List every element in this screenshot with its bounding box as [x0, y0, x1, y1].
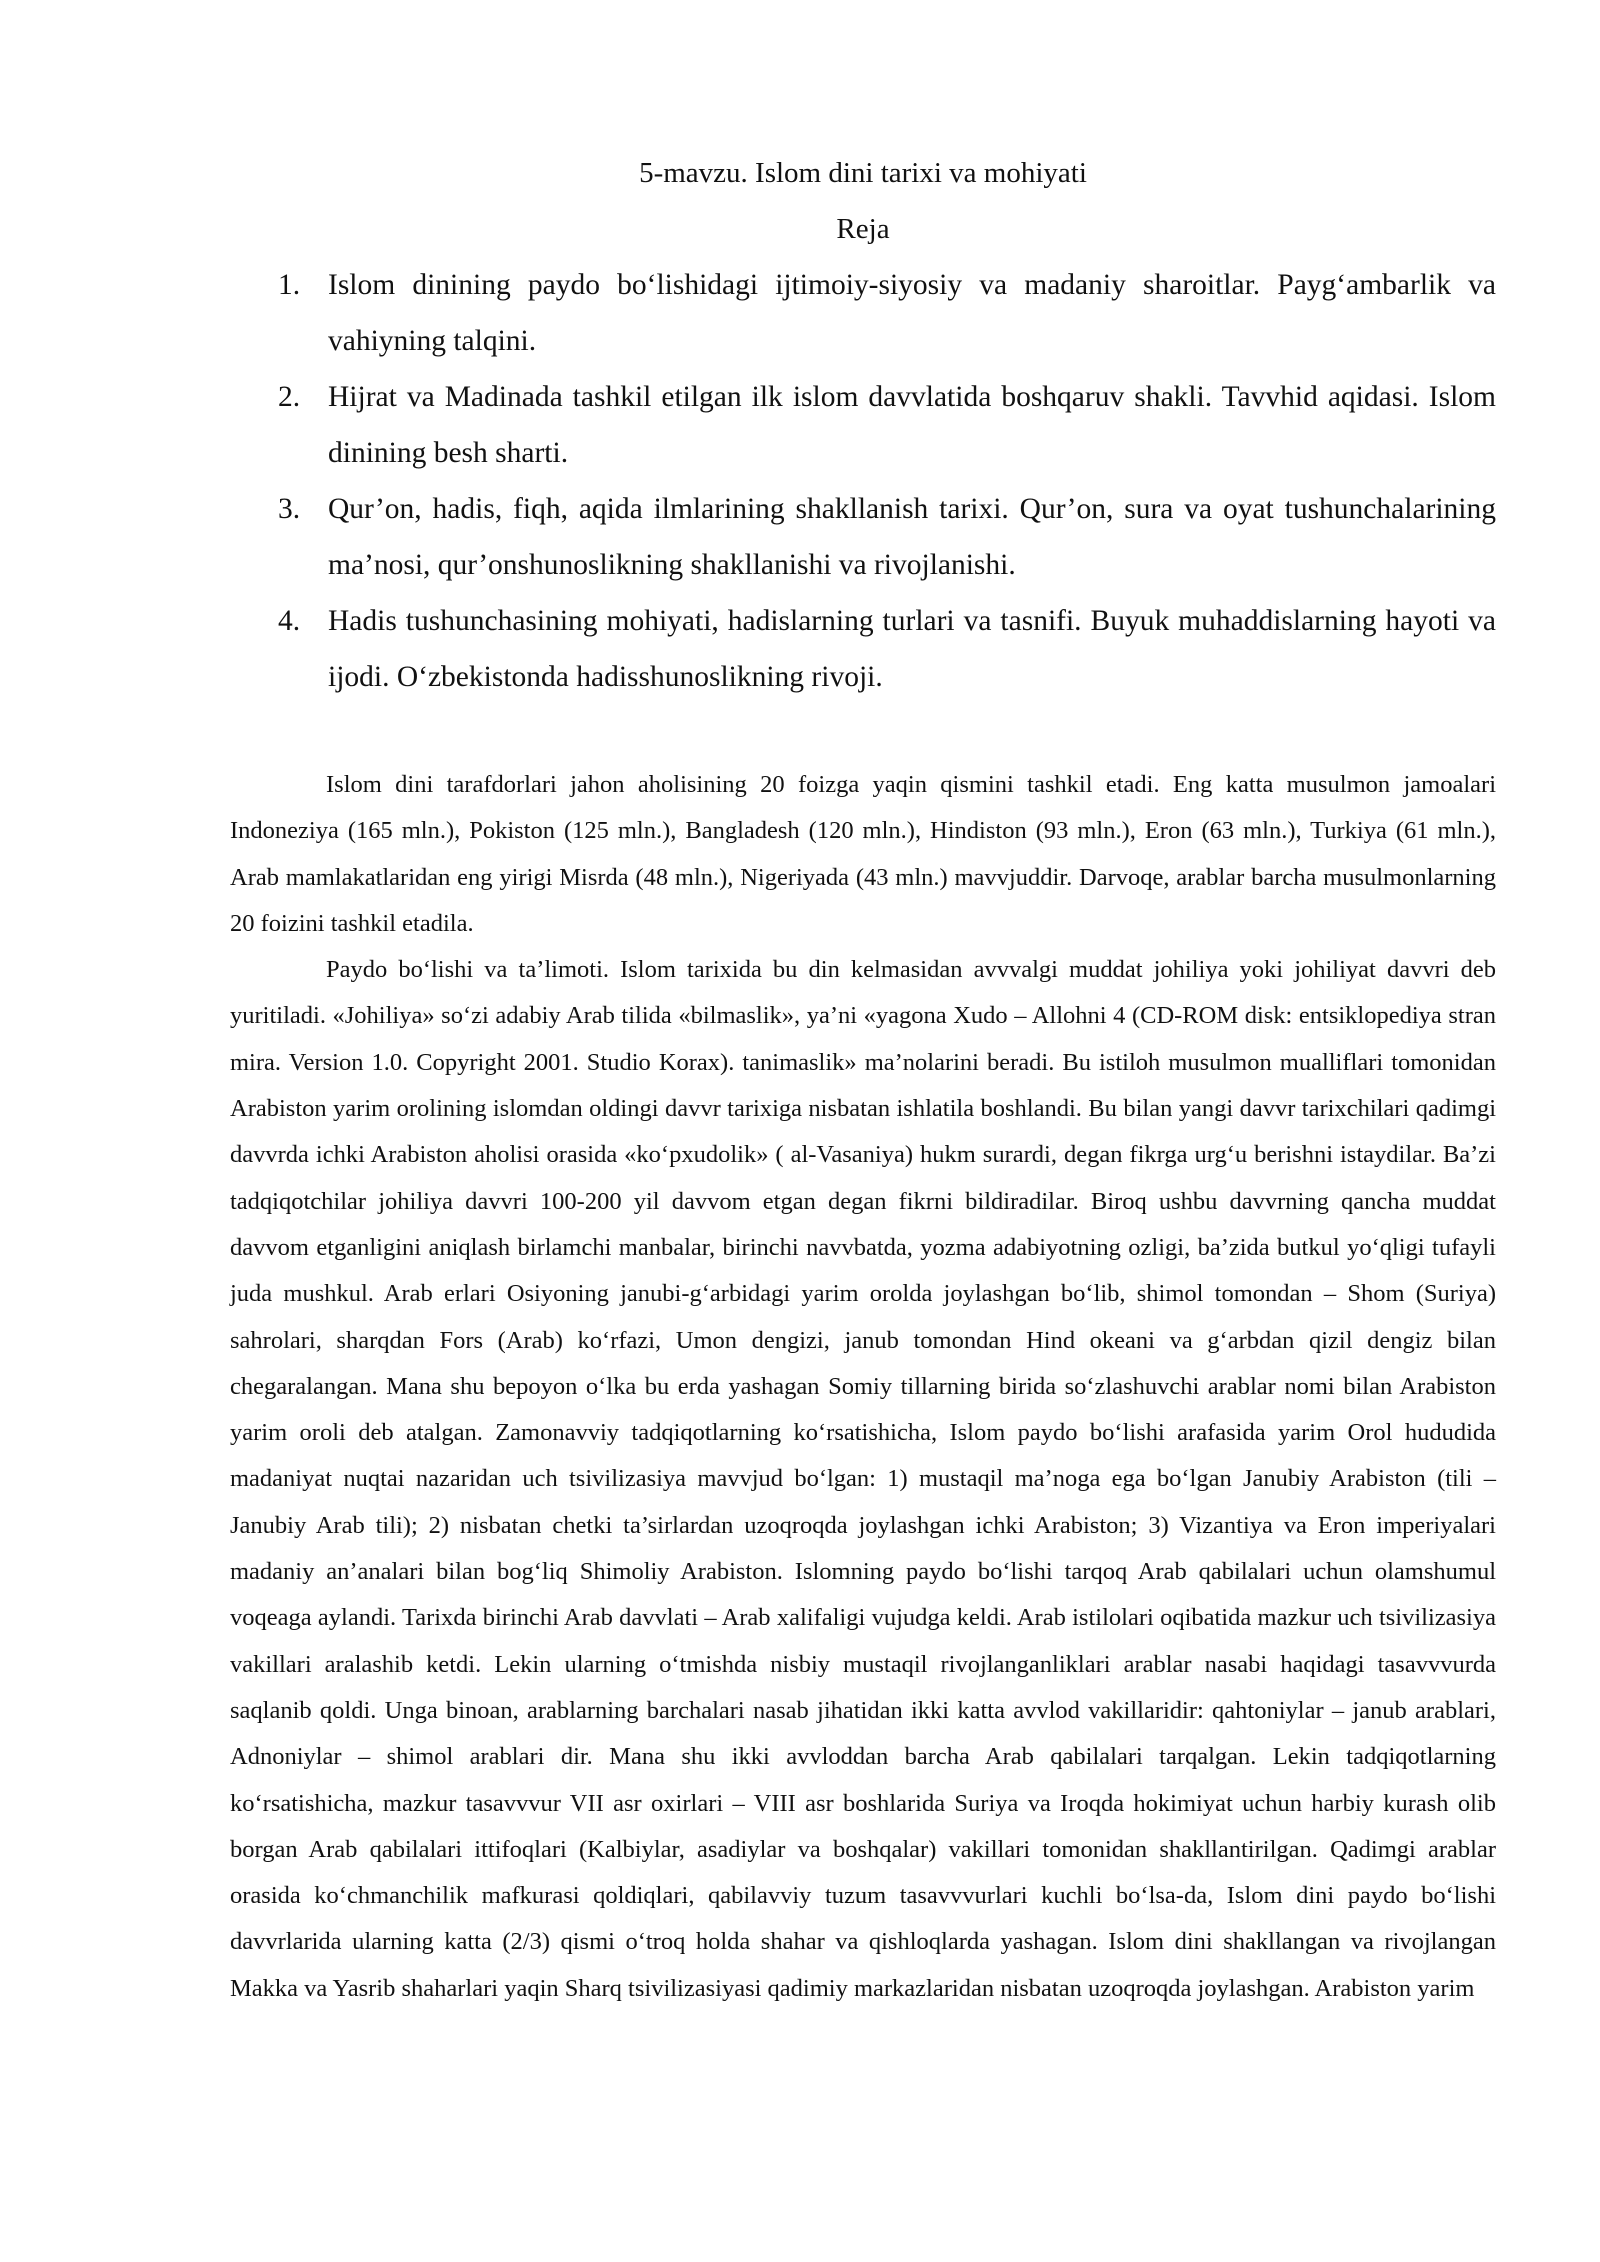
plan-item-text: Hadis tushunchasining mohiyati, hadislarning turlari va tasnifi. Buyuk muhaddislarning hayoti va ijodi. O‘zbekistonda hadisshunoslikning rivoji. — [328, 605, 1496, 693]
plan-item-text: Islom dinining paydo bo‘lishidagi ijtimoiy-siyosiy va madaniy sharoitlar. Payg‘ambarlik va vahiyning talqini. — [328, 269, 1496, 357]
plan-item-number: 3. — [278, 493, 301, 525]
plan-item — [230, 257, 1496, 369]
plan-item — [230, 593, 1496, 705]
document-title: 5-mavzu. Islom dini tarixi va mohiyati — [639, 157, 1087, 189]
body-text — [230, 762, 1496, 2012]
plan-item — [230, 369, 1496, 481]
body-paragraph: Islom dini tarafdorlari jahon aholisining 20 foizga yaqin qismini tashkil etadi. Eng katta musulmon jamoalari Indoneziya (165 mln.), Pokiston (125 mln.), Bangladesh (120 mln.), Hindiston (93 mln.), Eron (63 mln.), Turkiya (61 mln.), Arab mamlakatlaridan eng yirigi Misrda (48 mln.), Nigeriyada (43 mln.) mavvjuddir. Darvoqe, arablar barcha musulmonlarning 20 foizini tashkil etadila. — [230, 771, 1496, 937]
plan-item-text: Hijrat va Madinada tashkil etilgan ilk islom davvlatida boshqaruv shakli. Tavvhid aqidasi. Islom dinining besh sharti. — [328, 381, 1496, 469]
plan-list — [230, 257, 1496, 705]
body-paragraph: Paydo bo‘lishi va ta’limoti. Islom tarixida bu din kelmasidan avvvalgi muddat johiliya yoki johiliyat davvri deb yuritiladi. «Johiliya» so‘zi adabiy Arab tilida «bilmaslik», ya’ni «yagona Xudo – Allohni 4 (CD-ROM disk: entsiklopediya stran mira. Version 1.0. Copyright 2001. Studio Korax). tanimaslik» ma’nolarini beradi. Bu istiloh musulmon mualliflari tomonidan Arabiston yarim orolining islomdan oldingi davvr tarixiga nisbatan ishlatila boshlandi. Bu bilan yangi davvr tarixchilari qadimgi davvrda ichki Arabiston aholisi orasida «ko‘pxudolik» ( al-Vasaniya) hukm surardi, degan fikrga urg‘u berishni istaydilar. Ba’zi tadqiqotchilar johiliya davvri 100-200 yil davvom etgan degan fikrni bildiradilar. Biroq ushbu davvrning qancha muddat davvom etganligini aniqlash birlamchi manbalar, birinchi navvbatda, yozma adabiyotning ozligi, ba’zida butkul yo‘qligi tufayli juda mushkul. Arab erlari Osiyoning janubi-g‘arbidagi yarim orolda joylashgan bo‘lib, shimol tomondan – Shom (Suriya) sahrolari, sharqdan Fors (Arab) ko‘rfazi, Umon dengizi, janub tomondan Hind okeani va g‘arbdan qizil dengiz bilan chegaralangan. Mana shu bepoyon o‘lka bu erda yashagan Somiy tillarning birida so‘zlashuvchi arablar nomi bilan Arabiston yarim oroli deb atalgan. Zamonavviy tadqiqotlarning ko‘rsatishicha, Islom paydo bo‘lishi arafasida yarim Orol hududida madaniyat nuqtai nazaridan uch tsivilizasiya mavvjud bo‘lgan: 1) mustaqil ma’noga ega bo‘lgan Janubiy Arabiston (tili – Janubiy Arab tili); 2) nisbatan chetki ta’sirlardan uzoqroqda joylashgan ichki Arabiston; 3) Vizantiya va Eron imperiyalari madaniy an’analari bilan bog‘liq Shimoliy Arabiston. Islomning paydo bo‘lishi tarqoq Arab qabilalari uchun olamshumul voqeaga aylandi. Tarixda birinchi Arab davvlati – Arab xalifaligi vujudga keldi. Arab istilolari oqibatida mazkur uch tsivilizasiya vakillari aralashib ketdi. Lekin ularning o‘tmishda nisbiy mustaqil rivojlanganliklari arablar nasabi haqidagi tasavvvurda saqlanib qoldi. Unga binoan, arablarning barchalari nasab jihatidan ikki katta avvlod vakillaridir: qahtoniylar – janub arablari, Adnoniylar – shimol arablari dir. Mana shu ikki avvloddan barcha Arab qabilalari tarqalgan. Lekin tadqiqotlarning ko‘rsatishicha, mazkur tasavvvur VII asr oxirlari – VIII asr boshlarida Suriya va Iroqda hokimiyat uchun harbiy kurash olib borgan Arab qabilalari ittifoqlari (Kalbiylar, asadiylar va boshqalar) vakillari tomonidan shakllantirilgan. Qadimgi arablar orasida ko‘chmanchilik mafkurasi qoldiqlari, qabilavviy tuzum tasavvvurlari kuchli bo‘lsa-da, Islom dini paydo bo‘lishi davvrlarida ularning katta (2/3) qismi o‘troq holda shahar va qishloqlarda yashagan. Islom dini shakllangan va rivojlangan Makka va Yasrib shaharlari yaqin Sharq tsivilizasiyasi qadimiy markazlaridan nisbatan uzoqroqda joylashgan. Arabiston yarim — [230, 956, 1496, 2002]
plan-item-number: 1. — [278, 269, 301, 301]
plan-heading: Reja — [836, 213, 890, 245]
plan-item-text: Qur’on, hadis, fiqh, aqida ilmlarining shakllanish tarixi. Qur’on, sura va oyat tushunchalarining ma’nosi, qur’onshunoslikning shakllanishi va rivojlanishi. — [328, 493, 1496, 581]
plan-item-number: 4. — [278, 605, 301, 637]
plan-item — [230, 481, 1496, 593]
plan-item-number: 2. — [278, 381, 301, 413]
